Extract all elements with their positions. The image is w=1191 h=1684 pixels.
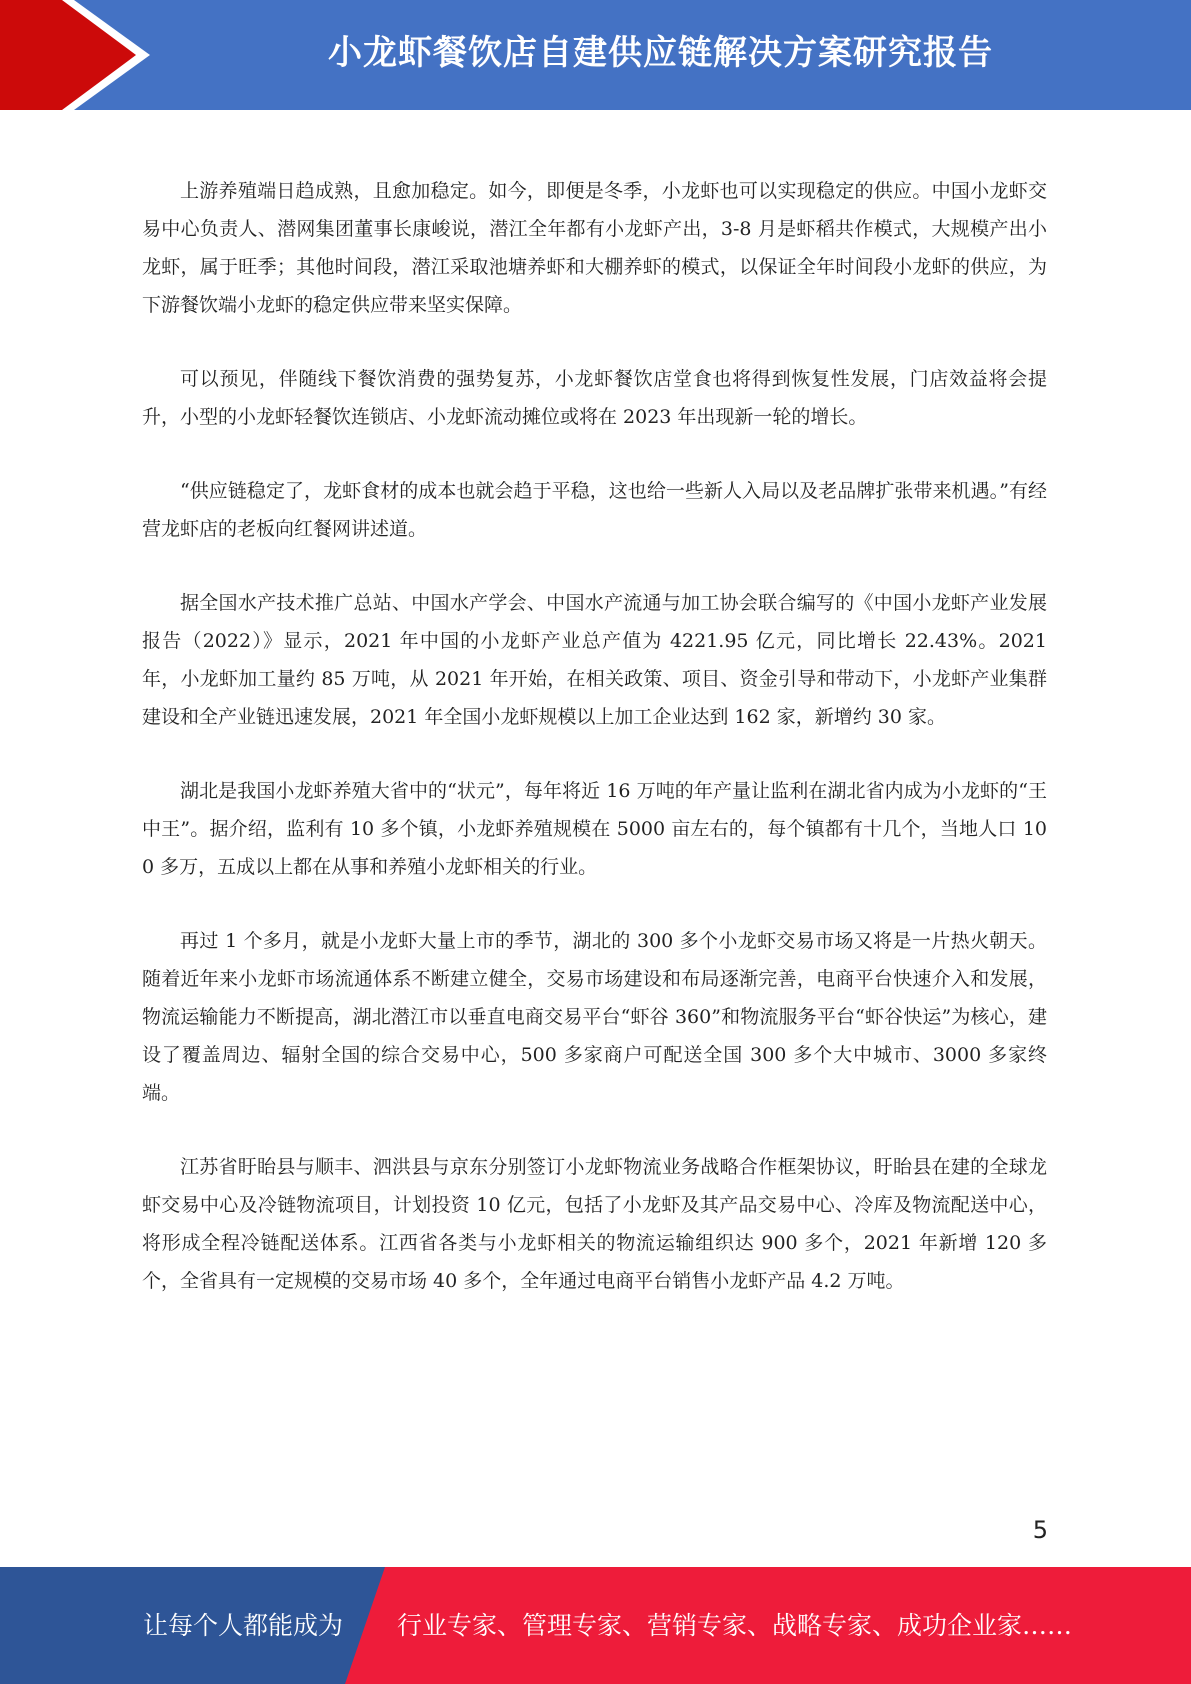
report-title: 小龙虾餐饮店自建供应链解决方案研究报告 (328, 33, 993, 73)
page-number: 5 (1032, 1516, 1048, 1544)
page-header (0, 0, 1191, 110)
paragraph: “供应链稳定了，龙虾食材的成本也就会趋于平稳，这也给一些新人入局以及老品牌扩张带来机遇。”有经营龙虾店的老板向红餐网讲述道。 (142, 480, 1047, 540)
report-body (142, 172, 1047, 1336)
paragraph: 上游养殖端日趋成熟，且愈加稳定。如今，即便是冬季，小龙虾也可以实现稳定的供应。中国小龙虾交易中心负责人、潜网集团董事长康峻说，潜江全年都有小龙虾产出，3-8 月是虾稻共作模式，大规模产出小龙虾，属于旺季；其他时间段，潜江采取池塘养虾和大棚养虾的模式，以保证全年时间段小龙虾的供应，为下游餐饮端小龙虾的稳定供应带来坚实保障。 (142, 180, 1047, 316)
page-footer (0, 1567, 1191, 1684)
footer-slogan-right: 行业专家、管理专家、营销专家、战略专家、成功企业家…… (397, 1611, 1073, 1640)
paragraph: 江苏省盱眙县与顺丰、泗洪县与京东分别签订小龙虾物流业务战略合作框架协议，盱眙县在建的全球龙虾交易中心及冷链物流项目，计划投资 10 亿元，包括了小龙虾及其产品交易中心、冷库及物流配送中心，将形成全程冷链配送体系。江西省各类与小龙虾相关的物流运输组织达 900 多个，2021 年新增 120 多个，全省具有一定规模的交易市场 40 多个，全年通过电商平台销售小龙虾产品 4.2 万吨。 (142, 1156, 1047, 1292)
paragraph: 可以预见，伴随线下餐饮消费的强势复苏，小龙虾餐饮店堂食也将得到恢复性发展，门店效益将会提升，小型的小龙虾轻餐饮连锁店、小龙虾流动摊位或将在 2023 年出现新一轮的增长。 (142, 368, 1047, 428)
footer-slogan-left: 让每个人都能成为 (143, 1611, 344, 1640)
paragraph: 再过 1 个多月，就是小龙虾大量上市的季节，湖北的 300 多个小龙虾交易市场又将是一片热火朝天。随着近年来小龙虾市场流通体系不断建立健全，交易市场建设和布局逐渐完善，电商平台快速介入和发展，物流运输能力不断提高，湖北潜江市以垂直电商交易平台“虾谷 360”和物流服务平台“虾谷快运”为核心，建设了覆盖周边、辐射全国的综合交易中心，500 多家商户可配送全国 300 多个大中城市、3000 多家终端。 (142, 930, 1047, 1104)
paragraph: 湖北是我国小龙虾养殖大省中的“状元”，每年将近 16 万吨的年产量让监利在湖北省内成为小龙虾的“王中王”。据介绍，监利有 10 多个镇，小龙虾养殖规模在 5000 亩左右的，每个镇都有十几个，当地人口 100 多万，五成以上都在从事和养殖小龙虾相关的行业。 (142, 780, 1047, 878)
paragraph: 据全国水产技术推广总站、中国水产学会、中国水产流通与加工协会联合编写的《中国小龙虾产业发展报告（2022）》显示，2021 年中国的小龙虾产业总产值为 4221.95 亿元，同比增长 22.43%。2021 年，小龙虾加工量约 85 万吨，从 2021 年开始，在相关政策、项目、资金引导和带动下，小龙虾产业集群建设和全产业链迅速发展，2021 年全国小龙虾规模以上加工企业达到 162 家，新增约 30 家。 (142, 592, 1047, 728)
